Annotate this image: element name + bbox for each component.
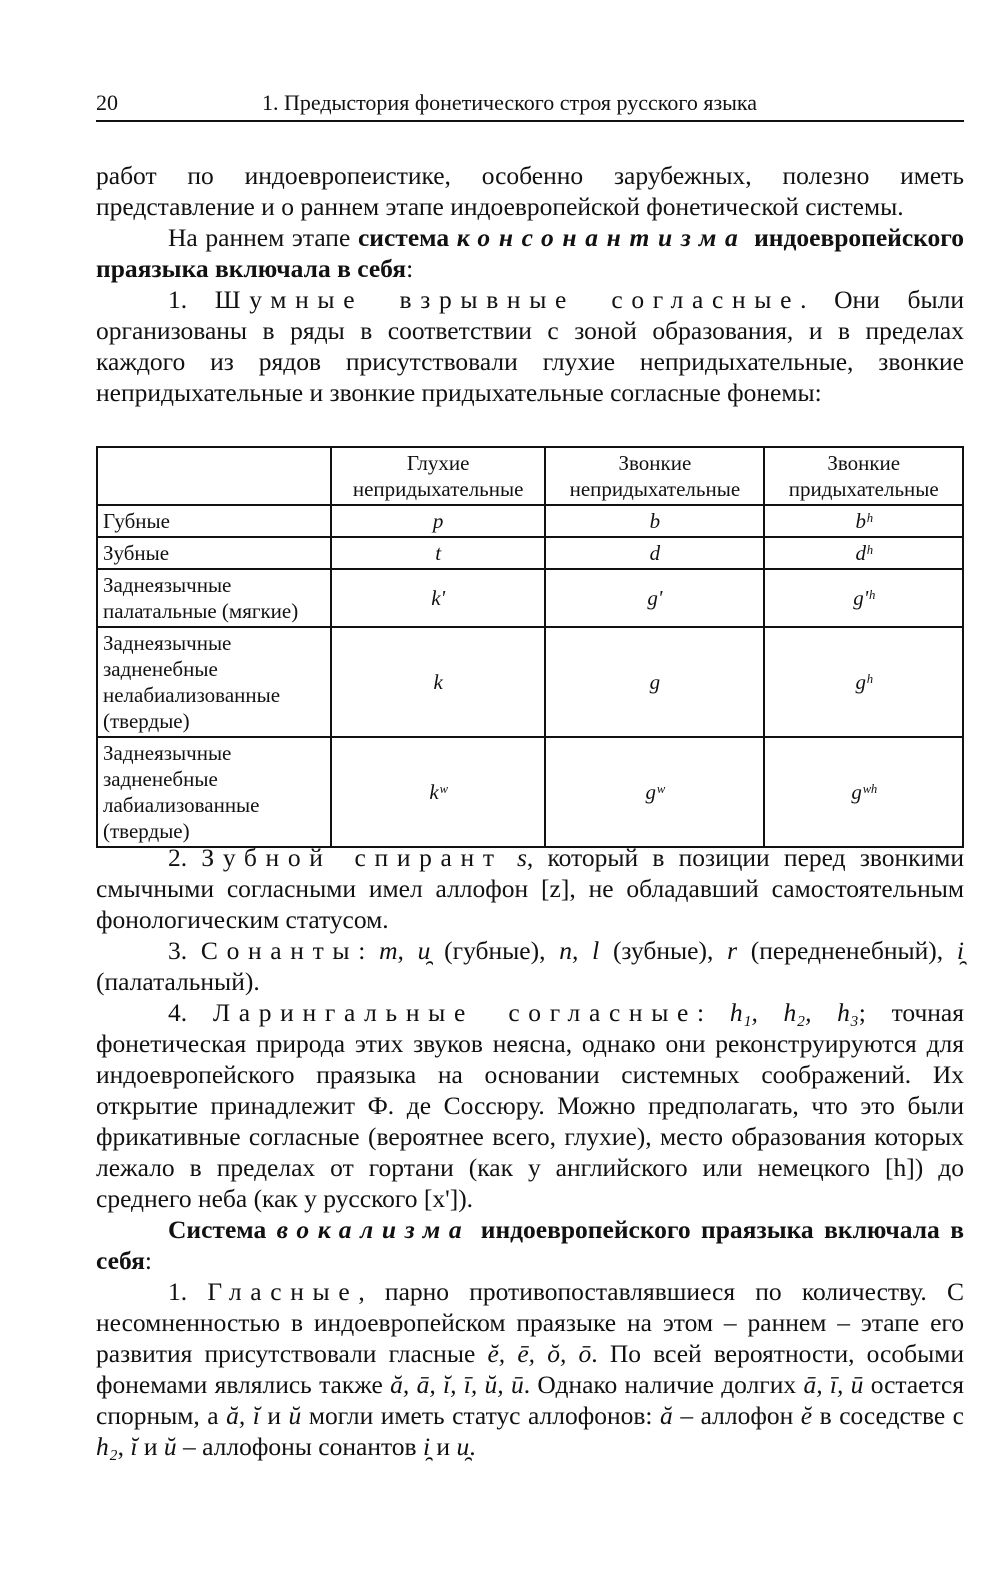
table-row [97, 627, 963, 737]
consonantism-paragraph: На раннем этапе система консонантизма индоевропейского праязыка включала в себя: [96, 223, 964, 283]
intro-paragraph: работ по индоевропеистике, особенно зарубежных, полезно иметь представление и о раннем этапе индоевропейской фонетической системы. [96, 161, 964, 221]
table-header-cell [97, 447, 331, 505]
table-row [97, 537, 963, 569]
table-header-cell: Глухие непридыхательные [331, 447, 545, 505]
page-number: 20 [96, 90, 118, 115]
table-cell: dʰ [764, 537, 963, 569]
term-vowels: Гласные [207, 1277, 359, 1306]
item-3-paragraph: 3. Сонанты: m, u̯ (губные), n, l (зубные), r (передненебный), i̯ (палатальный). [96, 936, 964, 996]
vocalism-paragraph: Система вокализма индоевропейского праязыка включала в себя: [96, 1215, 964, 1275]
table-cell: g' [545, 569, 764, 627]
row-label: Губные [97, 505, 331, 537]
table-cell: k [331, 627, 545, 737]
table-cell: g [545, 627, 764, 737]
table-cell: gʷ [545, 737, 764, 847]
body-text-bottom [96, 842, 964, 1462]
table-cell: gʰ [764, 627, 963, 737]
row-label: Зубные [97, 537, 331, 569]
table-header-cell: Звонкие непридыхательные [545, 447, 764, 505]
row-label: Заднеязычные задненебные лабиализованные (твердые) [97, 737, 331, 847]
page-header [96, 86, 964, 122]
consonant-table [96, 446, 964, 848]
row-label: Заднеязычные палатальные (мягкие) [97, 569, 331, 627]
term-vocalism: вокализма [276, 1215, 471, 1244]
table-header-row [97, 447, 963, 505]
item-2-paragraph: 2. Зубной спирант s, который в позиции перед звонкими смычными согласными имел аллофон [z], не обладавший самостоятельным фонологическим статусом. [96, 843, 965, 934]
term-spirant: Зубной спирант [201, 843, 503, 872]
table-cell: bʰ [764, 505, 963, 537]
table-cell: p [331, 505, 545, 537]
item-1-paragraph: 1. Шумные взрывные согласные. Они были организованы в ряды в соответствии с зоной образования, и в пределах каждого из рядов присутствовали глухие непридыхательные, звонкие непридыхательные и звонкие придыхательные согласные фонемы: [96, 285, 964, 407]
item-4-paragraph: 4. Ларингальные согласные: h₁, h₂, h₃; точная фонетическая природа этих звуков неясна, однако они реконструируются для индоевропейского праязыка на основании системных соображений. Их открытие принадлежит Ф. де Соссюру. Можно предполагать, что это были фрикативные согласные (вероятнее всего, глухие), место образования которых лежало в пределах от гортани (как у английского или немецкого [h]) до среднего неба (как у русского [х']). [96, 998, 964, 1213]
table-cell: d [545, 537, 764, 569]
term-consonantism: консонантизма [456, 223, 747, 252]
table-cell: g'ʰ [764, 569, 963, 627]
table-cell: gʷʰ [764, 737, 963, 847]
table-row [97, 569, 963, 627]
table-cell: kʷ [331, 737, 545, 847]
term-plosives: Шумные взрывные согласные [214, 285, 801, 314]
row-label: Заднеязычные задненебные нелабиализованные (твердые) [97, 627, 331, 737]
body-text-top [96, 160, 964, 408]
table-cell: b [545, 505, 764, 537]
term-laryngeals: Ларингальные согласные [212, 998, 698, 1027]
term-sonants: Сонанты [200, 936, 359, 965]
table-row [97, 737, 963, 847]
table-header-cell: Звонкие придыхательные [764, 447, 963, 505]
table-cell: t [331, 537, 545, 569]
table-cell: k' [331, 569, 545, 627]
table-row [97, 505, 963, 537]
vowels-paragraph: 1. Гласные, парно противопоставлявшиеся по количеству. С несомненностью в индоевропейском праязыке на этом – раннем – этапе его развития присутствовали гласные ĕ, ē, ŏ, ō. По всей вероятности, особыми фонемами являлись также ă, ā, ĭ, ī, ŭ, ū. Однако наличие долгих ā, ī, ū остается спорным, а ă, ĭ и ŭ могли иметь статус аллофонов: ă – аллофон ĕ в соседстве с h₂, ĭ и ŭ – аллофоны сонантов i̯ и u̯. [96, 1277, 965, 1461]
running-title: 1. Предыстория фонетического строя русского языка [262, 90, 758, 115]
